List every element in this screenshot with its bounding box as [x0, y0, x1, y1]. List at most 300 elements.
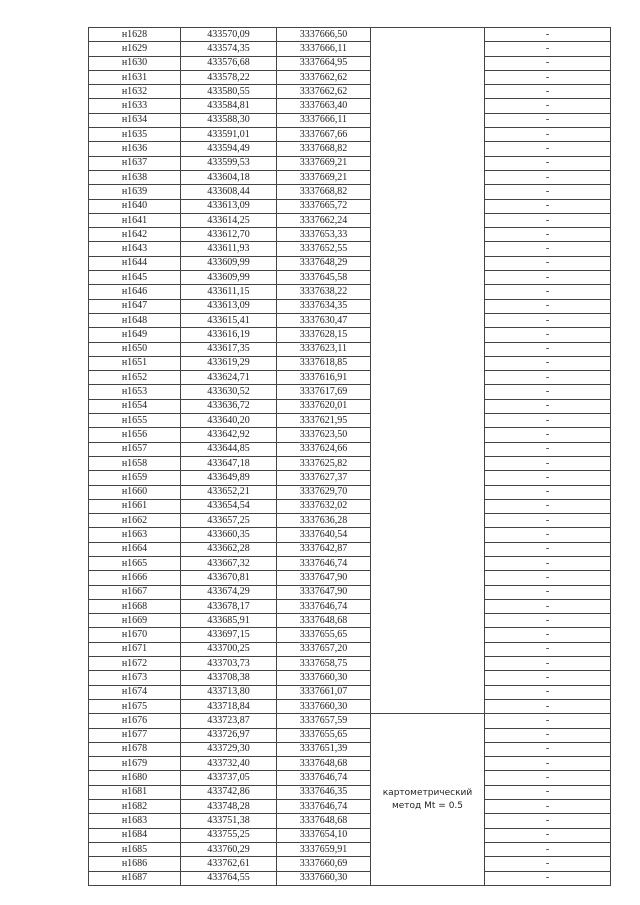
- y-coordinate-cell: 3337666,11: [277, 113, 371, 127]
- note-cell: -: [485, 685, 611, 699]
- note-cell: -: [485, 428, 611, 442]
- table-row: [89, 185, 611, 199]
- note-cell: -: [485, 599, 611, 613]
- x-coordinate-cell: 433594,49: [181, 142, 277, 156]
- table-row: [89, 714, 611, 728]
- note-cell: -: [485, 156, 611, 170]
- note-cell: -: [485, 313, 611, 327]
- table-row: [89, 614, 611, 628]
- y-coordinate-cell: 3337660,30: [277, 699, 371, 713]
- point-id-cell: н1632: [89, 85, 181, 99]
- x-coordinate-cell: 433703,73: [181, 657, 277, 671]
- y-coordinate-cell: 3337630,47: [277, 313, 371, 327]
- note-cell: -: [485, 285, 611, 299]
- note-cell: -: [485, 442, 611, 456]
- y-coordinate-cell: 3337647,90: [277, 585, 371, 599]
- table-row: [89, 99, 611, 113]
- point-id-cell: н1677: [89, 728, 181, 742]
- point-id-cell: н1648: [89, 313, 181, 327]
- note-cell: -: [485, 714, 611, 728]
- note-cell: -: [485, 842, 611, 856]
- x-coordinate-cell: 433718,84: [181, 699, 277, 713]
- point-id-cell: н1667: [89, 585, 181, 599]
- y-coordinate-cell: 3337659,91: [277, 842, 371, 856]
- x-coordinate-cell: 433640,20: [181, 414, 277, 428]
- y-coordinate-cell: 3337668,82: [277, 142, 371, 156]
- table-row: [89, 642, 611, 656]
- point-id-cell: н1676: [89, 714, 181, 728]
- x-coordinate-cell: 433654,54: [181, 499, 277, 513]
- note-cell: -: [485, 56, 611, 70]
- table-row: [89, 56, 611, 70]
- y-coordinate-cell: 3337667,66: [277, 128, 371, 142]
- y-coordinate-cell: 3337668,82: [277, 185, 371, 199]
- point-id-cell: н1659: [89, 471, 181, 485]
- point-id-cell: н1645: [89, 271, 181, 285]
- note-cell: -: [485, 414, 611, 428]
- point-id-cell: н1687: [89, 871, 181, 885]
- y-coordinate-cell: 3337636,28: [277, 514, 371, 528]
- y-coordinate-cell: 3337651,39: [277, 742, 371, 756]
- table-row: [89, 70, 611, 84]
- table-row: [89, 771, 611, 785]
- table-row: [89, 800, 611, 814]
- note-cell: -: [485, 113, 611, 127]
- point-id-cell: н1679: [89, 757, 181, 771]
- table-row: [89, 285, 611, 299]
- point-id-cell: н1663: [89, 528, 181, 542]
- note-cell: -: [485, 371, 611, 385]
- point-id-cell: н1680: [89, 771, 181, 785]
- x-coordinate-cell: 433624,71: [181, 371, 277, 385]
- y-coordinate-cell: 3337658,75: [277, 657, 371, 671]
- x-coordinate-cell: 433737,05: [181, 771, 277, 785]
- x-coordinate-cell: 433732,40: [181, 757, 277, 771]
- point-id-cell: н1662: [89, 514, 181, 528]
- note-cell: -: [485, 456, 611, 470]
- y-coordinate-cell: 3337648,68: [277, 757, 371, 771]
- table-row: [89, 199, 611, 213]
- x-coordinate-cell: 433616,19: [181, 328, 277, 342]
- point-id-cell: н1657: [89, 442, 181, 456]
- table-row: [89, 857, 611, 871]
- y-coordinate-cell: 3337638,22: [277, 285, 371, 299]
- note-cell: -: [485, 528, 611, 542]
- table-row: [89, 556, 611, 570]
- point-id-cell: н1636: [89, 142, 181, 156]
- point-id-cell: н1644: [89, 256, 181, 270]
- x-coordinate-cell: 433764,55: [181, 871, 277, 885]
- x-coordinate-cell: 433723,87: [181, 714, 277, 728]
- note-cell: -: [485, 771, 611, 785]
- x-coordinate-cell: 433742,86: [181, 785, 277, 799]
- point-id-cell: н1641: [89, 213, 181, 227]
- x-coordinate-cell: 433751,38: [181, 814, 277, 828]
- y-coordinate-cell: 3337623,11: [277, 342, 371, 356]
- y-coordinate-cell: 3337654,10: [277, 828, 371, 842]
- point-id-cell: н1638: [89, 170, 181, 184]
- x-coordinate-cell: 433660,35: [181, 528, 277, 542]
- note-cell: -: [485, 585, 611, 599]
- x-coordinate-cell: 433613,09: [181, 199, 277, 213]
- point-id-cell: н1656: [89, 428, 181, 442]
- point-id-cell: н1634: [89, 113, 181, 127]
- y-coordinate-cell: 3337653,33: [277, 228, 371, 242]
- x-coordinate-cell: 433762,61: [181, 857, 277, 871]
- point-id-cell: н1640: [89, 199, 181, 213]
- point-id-cell: н1674: [89, 685, 181, 699]
- x-coordinate-cell: 433580,55: [181, 85, 277, 99]
- y-coordinate-cell: 3337646,35: [277, 785, 371, 799]
- point-id-cell: н1646: [89, 285, 181, 299]
- y-coordinate-cell: 3337645,58: [277, 271, 371, 285]
- note-cell: -: [485, 614, 611, 628]
- table-row: [89, 699, 611, 713]
- y-coordinate-cell: 3337647,90: [277, 571, 371, 585]
- x-coordinate-cell: 433630,52: [181, 385, 277, 399]
- x-coordinate-cell: 433619,29: [181, 356, 277, 370]
- y-coordinate-cell: 3337640,54: [277, 528, 371, 542]
- x-coordinate-cell: 433685,91: [181, 614, 277, 628]
- note-cell: -: [485, 471, 611, 485]
- method-line-2: метод Mt = 0.5: [391, 800, 464, 811]
- x-coordinate-cell: 433678,17: [181, 599, 277, 613]
- y-coordinate-cell: 3337660,30: [277, 871, 371, 885]
- note-cell: -: [485, 742, 611, 756]
- x-coordinate-cell: 433604,18: [181, 170, 277, 184]
- point-id-cell: н1642: [89, 228, 181, 242]
- y-coordinate-cell: 3337621,95: [277, 414, 371, 428]
- y-coordinate-cell: 3337646,74: [277, 800, 371, 814]
- point-id-cell: н1685: [89, 842, 181, 856]
- x-coordinate-cell: 433576,68: [181, 56, 277, 70]
- note-cell: -: [485, 70, 611, 84]
- x-coordinate-cell: 433591,01: [181, 128, 277, 142]
- note-cell: -: [485, 800, 611, 814]
- point-id-cell: н1658: [89, 456, 181, 470]
- note-cell: -: [485, 871, 611, 885]
- table-row: [89, 428, 611, 442]
- point-id-cell: н1665: [89, 556, 181, 570]
- y-coordinate-cell: 3337655,65: [277, 628, 371, 642]
- y-coordinate-cell: 3337648,68: [277, 814, 371, 828]
- point-id-cell: н1669: [89, 614, 181, 628]
- note-cell: -: [485, 728, 611, 742]
- y-coordinate-cell: 3337646,74: [277, 771, 371, 785]
- note-cell: -: [485, 128, 611, 142]
- point-id-cell: н1686: [89, 857, 181, 871]
- table-row: [89, 628, 611, 642]
- table-row: [89, 528, 611, 542]
- y-coordinate-cell: 3337657,59: [277, 714, 371, 728]
- y-coordinate-cell: 3337627,37: [277, 471, 371, 485]
- x-coordinate-cell: 433599,53: [181, 156, 277, 170]
- table-row: [89, 170, 611, 184]
- point-id-cell: н1629: [89, 42, 181, 56]
- table-row: [89, 871, 611, 885]
- y-coordinate-cell: 3337616,91: [277, 371, 371, 385]
- point-id-cell: н1639: [89, 185, 181, 199]
- note-cell: -: [485, 170, 611, 184]
- x-coordinate-cell: 433570,09: [181, 28, 277, 42]
- table-row: [89, 256, 611, 270]
- y-coordinate-cell: 3337617,69: [277, 385, 371, 399]
- note-cell: -: [485, 628, 611, 642]
- x-coordinate-cell: 433578,22: [181, 70, 277, 84]
- point-id-cell: н1649: [89, 328, 181, 342]
- point-id-cell: н1668: [89, 599, 181, 613]
- point-id-cell: н1682: [89, 800, 181, 814]
- point-id-cell: н1653: [89, 385, 181, 399]
- y-coordinate-cell: 3337660,30: [277, 671, 371, 685]
- table-row: [89, 228, 611, 242]
- x-coordinate-cell: 433760,29: [181, 842, 277, 856]
- table-row: [89, 342, 611, 356]
- point-id-cell: н1628: [89, 28, 181, 42]
- table-row: [89, 485, 611, 499]
- x-coordinate-cell: 433713,80: [181, 685, 277, 699]
- x-coordinate-cell: 433574,35: [181, 42, 277, 56]
- x-coordinate-cell: 433670,81: [181, 571, 277, 585]
- table-row: [89, 742, 611, 756]
- point-id-cell: н1683: [89, 814, 181, 828]
- table-row: [89, 399, 611, 413]
- x-coordinate-cell: 433613,09: [181, 299, 277, 313]
- note-cell: -: [485, 213, 611, 227]
- point-id-cell: н1684: [89, 828, 181, 842]
- x-coordinate-cell: 433636,72: [181, 399, 277, 413]
- point-id-cell: н1633: [89, 99, 181, 113]
- note-cell: -: [485, 514, 611, 528]
- y-coordinate-cell: 3337664,95: [277, 56, 371, 70]
- y-coordinate-cell: 3337648,68: [277, 614, 371, 628]
- table-row: [89, 471, 611, 485]
- table-row: [89, 128, 611, 142]
- table-row: [89, 671, 611, 685]
- table-row: [89, 585, 611, 599]
- x-coordinate-cell: 433612,70: [181, 228, 277, 242]
- point-id-cell: н1678: [89, 742, 181, 756]
- table-row: [89, 657, 611, 671]
- method-cell: [371, 28, 485, 714]
- x-coordinate-cell: 433642,92: [181, 428, 277, 442]
- y-coordinate-cell: 3337666,50: [277, 28, 371, 42]
- y-coordinate-cell: 3337662,24: [277, 213, 371, 227]
- note-cell: -: [485, 485, 611, 499]
- y-coordinate-cell: 3337629,70: [277, 485, 371, 499]
- x-coordinate-cell: 433608,44: [181, 185, 277, 199]
- x-coordinate-cell: 433662,28: [181, 542, 277, 556]
- y-coordinate-cell: 3337648,29: [277, 256, 371, 270]
- table-row: [89, 28, 611, 42]
- x-coordinate-cell: 433755,25: [181, 828, 277, 842]
- table-row: [89, 499, 611, 513]
- x-coordinate-cell: 433667,32: [181, 556, 277, 570]
- y-coordinate-cell: 3337663,40: [277, 99, 371, 113]
- table-row: [89, 814, 611, 828]
- x-coordinate-cell: 433697,15: [181, 628, 277, 642]
- note-cell: -: [485, 256, 611, 270]
- point-id-cell: н1660: [89, 485, 181, 499]
- point-id-cell: н1670: [89, 628, 181, 642]
- note-cell: -: [485, 556, 611, 570]
- point-id-cell: н1673: [89, 671, 181, 685]
- method-cell: [371, 714, 485, 886]
- table-row: [89, 313, 611, 327]
- note-cell: -: [485, 571, 611, 585]
- point-id-cell: н1666: [89, 571, 181, 585]
- x-coordinate-cell: 433584,81: [181, 99, 277, 113]
- x-coordinate-cell: 433615,41: [181, 313, 277, 327]
- y-coordinate-cell: 3337657,20: [277, 642, 371, 656]
- table-row: [89, 685, 611, 699]
- table-row: [89, 42, 611, 56]
- point-id-cell: н1647: [89, 299, 181, 313]
- y-coordinate-cell: 3337660,69: [277, 857, 371, 871]
- note-cell: -: [485, 785, 611, 799]
- x-coordinate-cell: 433726,97: [181, 728, 277, 742]
- note-cell: -: [485, 242, 611, 256]
- table-row: [89, 299, 611, 313]
- y-coordinate-cell: 3337618,85: [277, 356, 371, 370]
- point-id-cell: н1630: [89, 56, 181, 70]
- point-id-cell: н1661: [89, 499, 181, 513]
- point-id-cell: н1652: [89, 371, 181, 385]
- table-row: [89, 271, 611, 285]
- table-row: [89, 142, 611, 156]
- x-coordinate-cell: 433644,85: [181, 442, 277, 456]
- coordinates-table-body: [89, 28, 611, 886]
- table-row: [89, 85, 611, 99]
- table-row: [89, 728, 611, 742]
- y-coordinate-cell: 3337625,82: [277, 456, 371, 470]
- x-coordinate-cell: 433649,89: [181, 471, 277, 485]
- point-id-cell: н1655: [89, 414, 181, 428]
- point-id-cell: н1631: [89, 70, 181, 84]
- x-coordinate-cell: 433729,30: [181, 742, 277, 756]
- y-coordinate-cell: 3337652,55: [277, 242, 371, 256]
- table-row: [89, 213, 611, 227]
- table-row: [89, 242, 611, 256]
- x-coordinate-cell: 433588,30: [181, 113, 277, 127]
- note-cell: -: [485, 199, 611, 213]
- x-coordinate-cell: 433614,25: [181, 213, 277, 227]
- y-coordinate-cell: 3337646,74: [277, 556, 371, 570]
- y-coordinate-cell: 3337624,66: [277, 442, 371, 456]
- point-id-cell: н1664: [89, 542, 181, 556]
- x-coordinate-cell: 433609,99: [181, 256, 277, 270]
- table-row: [89, 385, 611, 399]
- note-cell: -: [485, 271, 611, 285]
- x-coordinate-cell: 433700,25: [181, 642, 277, 656]
- table-row: [89, 442, 611, 456]
- table-row: [89, 542, 611, 556]
- note-cell: -: [485, 657, 611, 671]
- x-coordinate-cell: 433611,93: [181, 242, 277, 256]
- x-coordinate-cell: 433674,29: [181, 585, 277, 599]
- table-row: [89, 156, 611, 170]
- y-coordinate-cell: 3337642,87: [277, 542, 371, 556]
- note-cell: -: [485, 814, 611, 828]
- x-coordinate-cell: 433617,35: [181, 342, 277, 356]
- table-row: [89, 828, 611, 842]
- y-coordinate-cell: 3337634,35: [277, 299, 371, 313]
- point-id-cell: н1671: [89, 642, 181, 656]
- table-row: [89, 599, 611, 613]
- note-cell: -: [485, 42, 611, 56]
- y-coordinate-cell: 3337665,72: [277, 199, 371, 213]
- note-cell: -: [485, 328, 611, 342]
- table-row: [89, 356, 611, 370]
- note-cell: -: [485, 828, 611, 842]
- method-line-1: картометрический: [382, 787, 473, 798]
- note-cell: -: [485, 228, 611, 242]
- note-cell: -: [485, 28, 611, 42]
- table-row: [89, 371, 611, 385]
- table-row: [89, 414, 611, 428]
- note-cell: -: [485, 642, 611, 656]
- point-id-cell: н1681: [89, 785, 181, 799]
- x-coordinate-cell: 433652,21: [181, 485, 277, 499]
- table-row: [89, 757, 611, 771]
- y-coordinate-cell: 3337623,50: [277, 428, 371, 442]
- x-coordinate-cell: 433609,99: [181, 271, 277, 285]
- x-coordinate-cell: 433708,38: [181, 671, 277, 685]
- note-cell: -: [485, 385, 611, 399]
- note-cell: -: [485, 499, 611, 513]
- note-cell: -: [485, 142, 611, 156]
- table-row: [89, 514, 611, 528]
- y-coordinate-cell: 3337620,01: [277, 399, 371, 413]
- y-coordinate-cell: 3337669,21: [277, 156, 371, 170]
- y-coordinate-cell: 3337666,11: [277, 42, 371, 56]
- y-coordinate-cell: 3337662,62: [277, 70, 371, 84]
- point-id-cell: н1654: [89, 399, 181, 413]
- y-coordinate-cell: 3337662,62: [277, 85, 371, 99]
- note-cell: -: [485, 99, 611, 113]
- note-cell: -: [485, 356, 611, 370]
- point-id-cell: н1643: [89, 242, 181, 256]
- x-coordinate-cell: 433748,28: [181, 800, 277, 814]
- note-cell: -: [485, 299, 611, 313]
- note-cell: -: [485, 185, 611, 199]
- point-id-cell: н1672: [89, 657, 181, 671]
- point-id-cell: н1635: [89, 128, 181, 142]
- note-cell: -: [485, 757, 611, 771]
- point-id-cell: н1651: [89, 356, 181, 370]
- point-id-cell: н1637: [89, 156, 181, 170]
- y-coordinate-cell: 3337632,02: [277, 499, 371, 513]
- note-cell: -: [485, 542, 611, 556]
- table-row: [89, 113, 611, 127]
- point-id-cell: н1675: [89, 699, 181, 713]
- point-id-cell: н1650: [89, 342, 181, 356]
- x-coordinate-cell: 433611,15: [181, 285, 277, 299]
- table-row: [89, 842, 611, 856]
- note-cell: -: [485, 85, 611, 99]
- y-coordinate-cell: 3337661,07: [277, 685, 371, 699]
- y-coordinate-cell: 3337655,65: [277, 728, 371, 742]
- table-row: [89, 456, 611, 470]
- note-cell: -: [485, 857, 611, 871]
- note-cell: -: [485, 699, 611, 713]
- table-row: [89, 328, 611, 342]
- table-row: [89, 571, 611, 585]
- y-coordinate-cell: 3337646,74: [277, 599, 371, 613]
- coordinates-table: [88, 27, 611, 886]
- note-cell: -: [485, 671, 611, 685]
- x-coordinate-cell: 433647,18: [181, 456, 277, 470]
